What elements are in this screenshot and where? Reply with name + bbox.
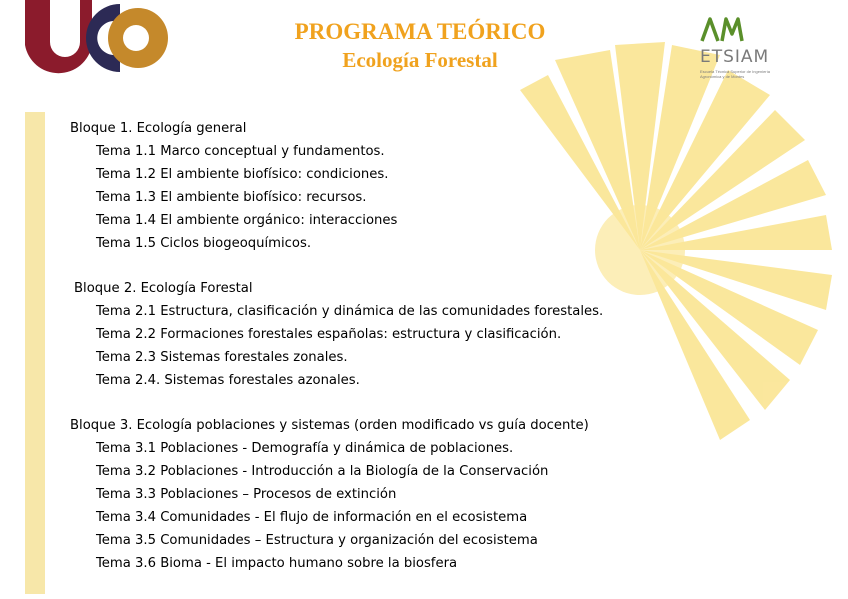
syllabus-content: [70, 117, 770, 575]
tema-item: Tema 2.2 Formaciones forestales españolas: estructura y clasificación.: [96, 327, 562, 342]
bloque-title: Bloque 3. Ecología poblaciones y sistemas (orden modificado vs guía docente): [70, 418, 589, 433]
tema-item: Tema 3.4 Comunidades - El flujo de información en el ecosistema: [96, 510, 528, 525]
etsiam-tagline: Escuela Técnica Superior de Ingeniería Agronómica y de Montes: [700, 69, 770, 79]
etsiam-mark-icon: [700, 16, 744, 42]
uco-logo: [10, 0, 170, 80]
etsiam-logo: [700, 16, 790, 79]
page-subtitle: Ecología Forestal: [342, 48, 498, 72]
tema-item: Tema 1.5 Ciclos biogeoquímicos.: [96, 236, 312, 251]
bloque-title: Bloque 2. Ecología Forestal: [74, 281, 253, 296]
tema-item: Tema 2.3 Sistemas forestales zonales.: [96, 350, 348, 365]
tema-item: Tema 2.1 Estructura, clasificación y dinámica de las comunidades forestales.: [96, 304, 604, 319]
spacer: [70, 392, 770, 414]
tema-item: Tema 1.1 Marco conceptual y fundamentos.: [96, 144, 385, 159]
tema-item: Tema 1.3 El ambiente biofísico: recursos.: [96, 190, 367, 205]
bloque-title: Bloque 1. Ecología general: [70, 121, 247, 136]
spacer: [70, 255, 770, 277]
tema-item: Tema 3.5 Comunidades – Estructura y organización del ecosistema: [96, 533, 538, 548]
tema-item: Tema 3.3 Poblaciones – Procesos de extinción: [96, 487, 397, 502]
title-block: [240, 18, 600, 74]
etsiam-name: ETSIAM: [700, 47, 770, 67]
tema-item: Tema 1.4 El ambiente orgánico: interacciones: [96, 213, 398, 228]
tema-item: Tema 3.6 Bioma - El impacto humano sobre la biosfera: [96, 556, 458, 571]
page-title: PROGRAMA TEÓRICO: [294, 19, 546, 44]
tema-item: Tema 3.2 Poblaciones - Introducción a la Biología de la Conservación: [96, 464, 549, 479]
tema-item: Tema 2.4. Sistemas forestales azonales.: [96, 373, 360, 388]
tema-item: Tema 3.1 Poblaciones - Demografía y dinámica de poblaciones.: [96, 441, 514, 456]
tema-item: Tema 1.2 El ambiente biofísico: condiciones.: [96, 167, 389, 182]
left-accent-bar: [25, 112, 45, 594]
